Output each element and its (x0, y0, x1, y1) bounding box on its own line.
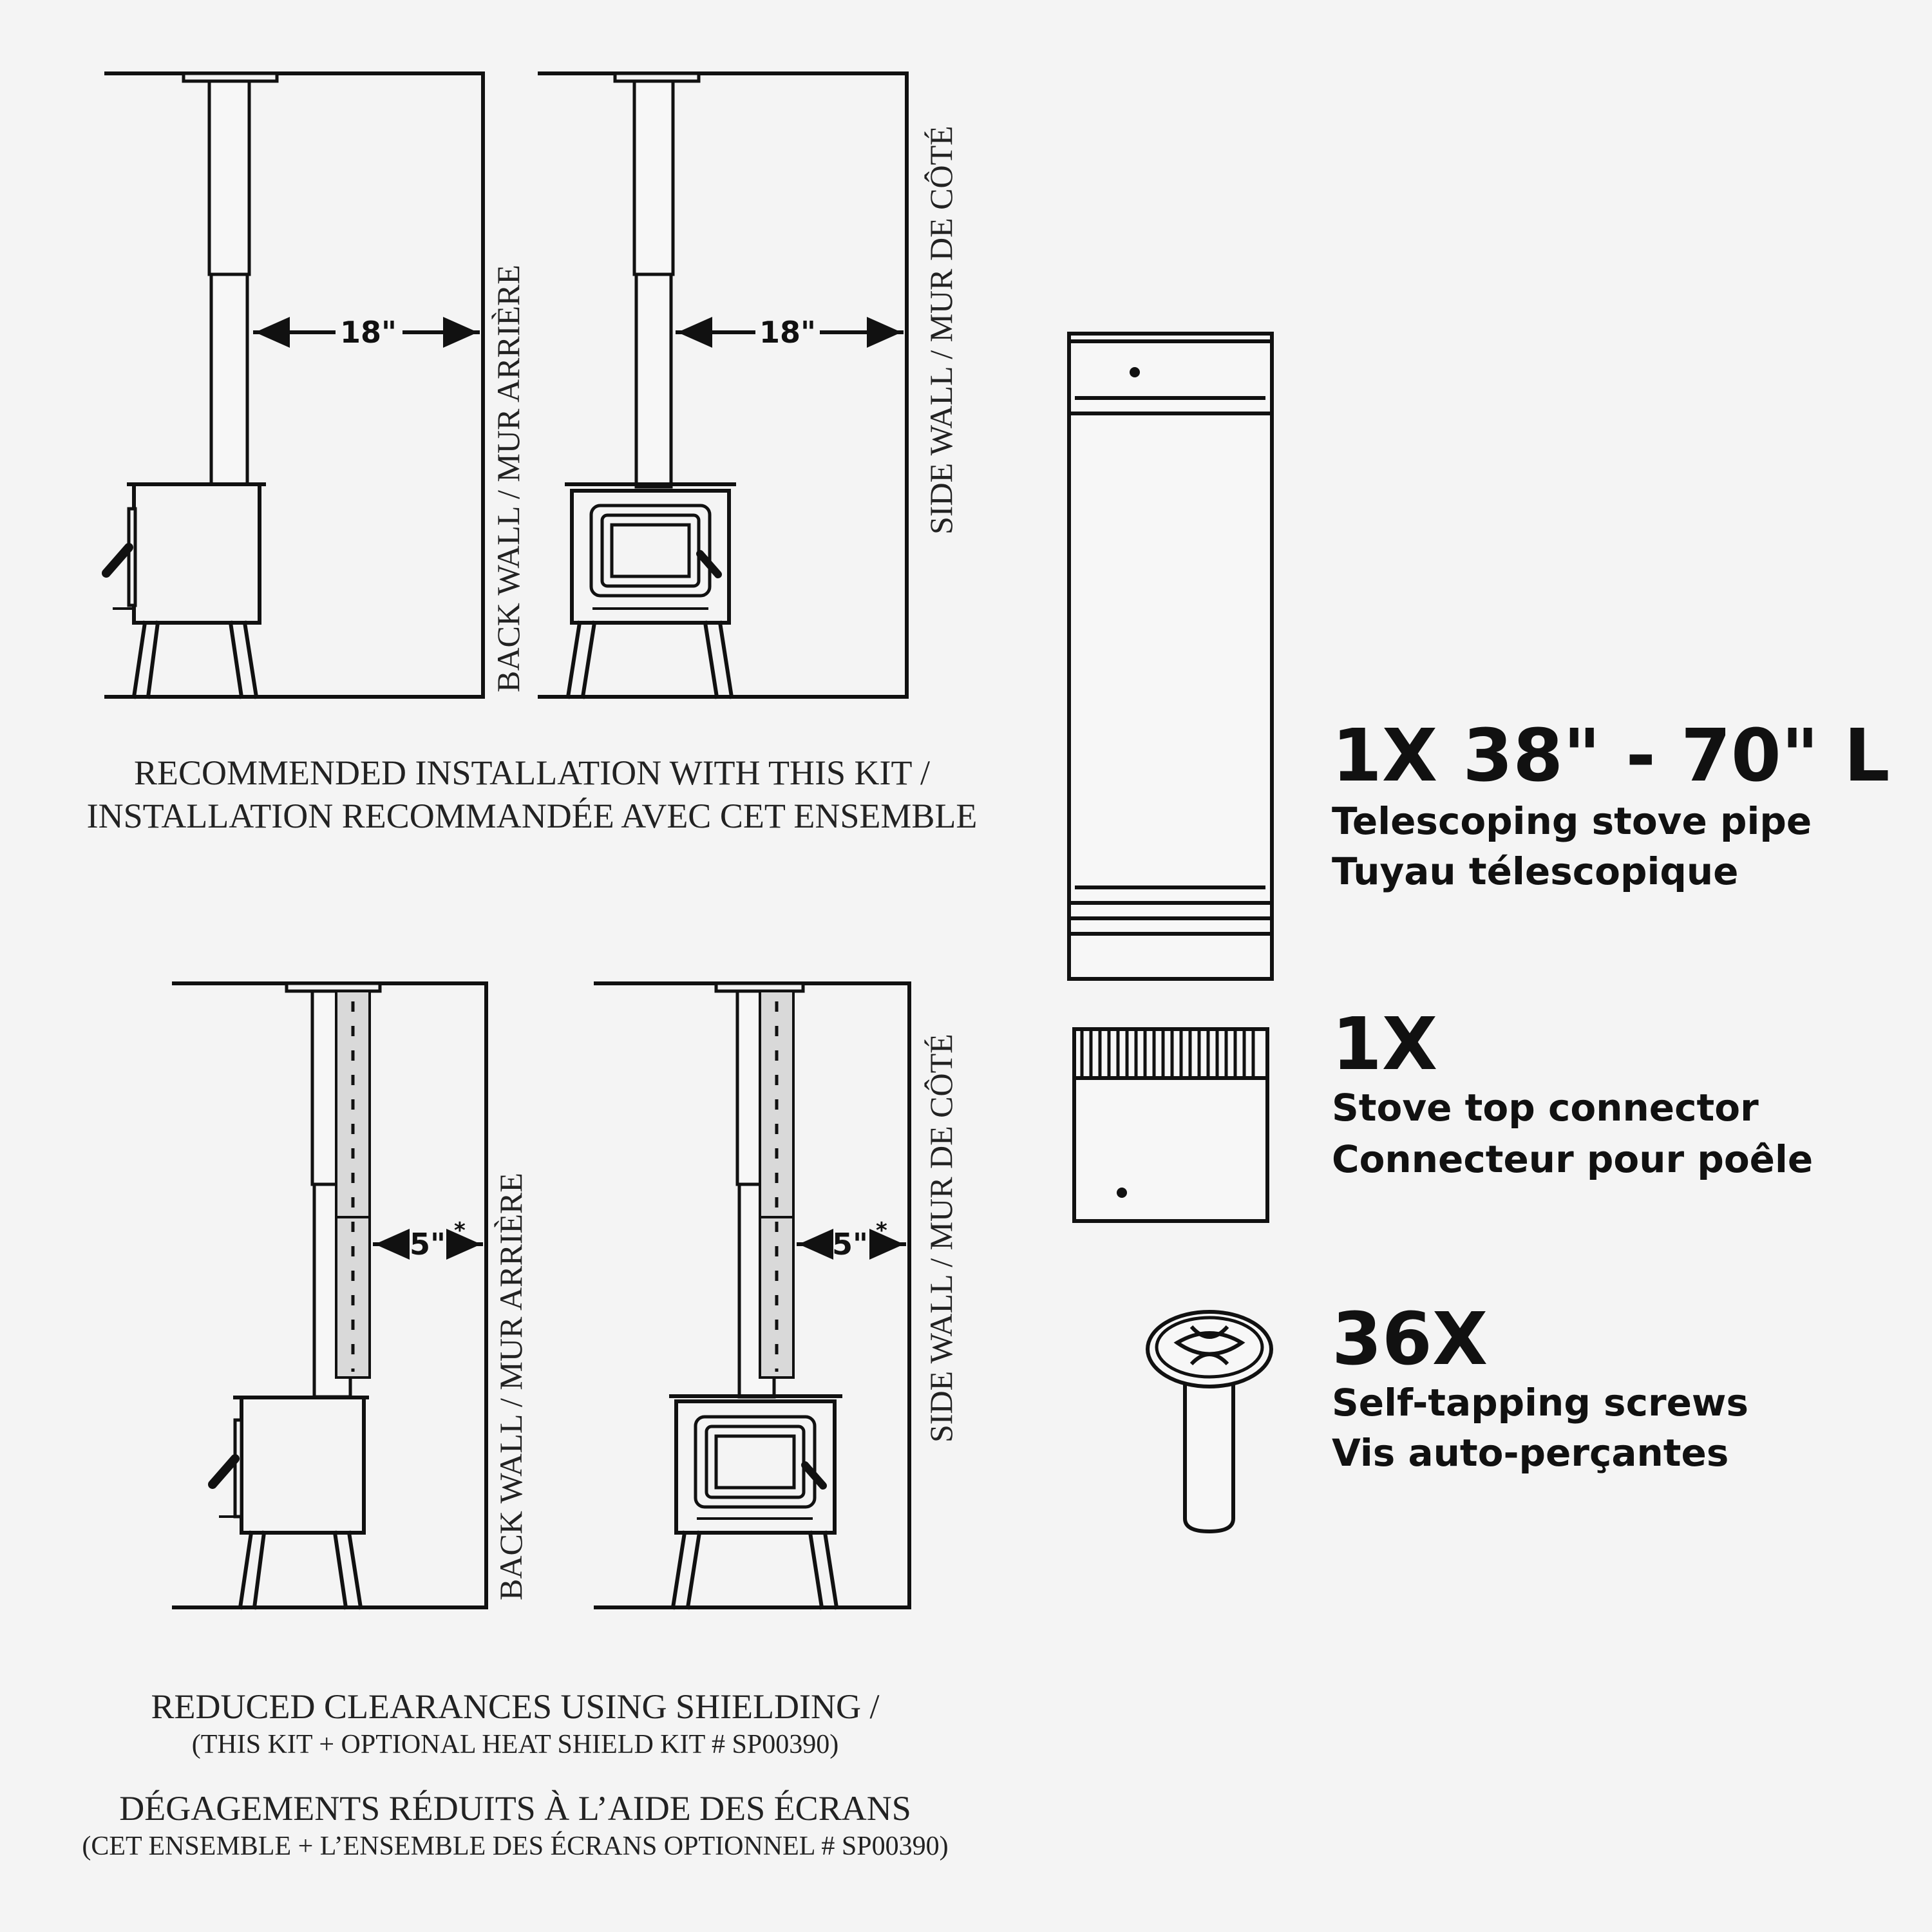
clearance-asterisk: * (876, 1218, 887, 1244)
back-wall-label: BACK WALL / MUR ARRIÈRE (493, 1173, 529, 1600)
part-name-en: Stove top connector (1332, 1086, 1759, 1130)
part-name-fr: Connecteur pour poêle (1332, 1137, 1814, 1181)
back-wall-label: BACK WALL / MUR ARRIÈRE (490, 265, 526, 692)
bottom-caption-line4: (CET ENSEMBLE + L’ENSEMBLE DES ÉCRANS OPTIONNEL # SP00390) (82, 1832, 949, 1861)
clearance-dimension: 5" (832, 1227, 868, 1262)
stove-pipe-lower (636, 274, 671, 487)
bottom-caption-line3: DÉGAGEMENTS RÉDUITS À L’AIDE DES ÉCRANS (119, 1789, 911, 1828)
stove-pipe-upper (209, 81, 249, 274)
clearance-dimension: 18" (340, 315, 397, 350)
top-back-wall-diagram (106, 73, 526, 697)
part-quantity: 1X (1332, 1003, 1438, 1086)
stove-pipe-lower (211, 274, 247, 487)
clearance-dimension: 5" (410, 1227, 446, 1262)
side-wall-label: SIDE WALL / MUR DE CÔTÉ (923, 126, 959, 535)
clearance-asterisk: * (454, 1218, 466, 1244)
top-caption-line2: INSTALLATION RECOMMANDÉE AVEC CET ENSEMBLE (86, 797, 978, 835)
telescoping-pipe-icon (1069, 334, 1272, 979)
bottom-side-wall-diagram (596, 983, 959, 1607)
bottom-caption-line1: REDUCED CLEARANCES USING SHIELDING / (151, 1687, 880, 1726)
top-caption-line1: RECOMMENDED INSTALLATION WITH THIS KIT / (133, 753, 931, 792)
screw-icon (1148, 1312, 1271, 1531)
bottom-back-wall-diagram (174, 983, 529, 1607)
part-name-fr: Tuyau télescopique (1332, 849, 1739, 893)
stove-front-view (671, 1396, 840, 1607)
stove-connector-icon (1074, 1029, 1267, 1221)
part-quantity: 1X 38" - 70" L (1332, 714, 1890, 798)
stove-side-view (213, 1397, 367, 1607)
part-name-en: Telescoping stove pipe (1332, 799, 1812, 843)
side-wall-label: SIDE WALL / MUR DE CÔTÉ (923, 1034, 959, 1443)
part-name-en: Self-tapping screws (1332, 1381, 1749, 1425)
stove-side-view (106, 484, 264, 697)
part-quantity: 36X (1332, 1298, 1488, 1381)
clearance-dimension: 18" (759, 315, 816, 350)
stove-pipe-upper (634, 81, 673, 274)
stove-front-view (567, 484, 734, 697)
top-side-wall-diagram (540, 73, 959, 697)
bottom-caption-line2: (THIS KIT + OPTIONAL HEAT SHIELD KIT # SP00390) (191, 1730, 839, 1759)
part-name-fr: Vis auto-perçantes (1332, 1431, 1729, 1475)
